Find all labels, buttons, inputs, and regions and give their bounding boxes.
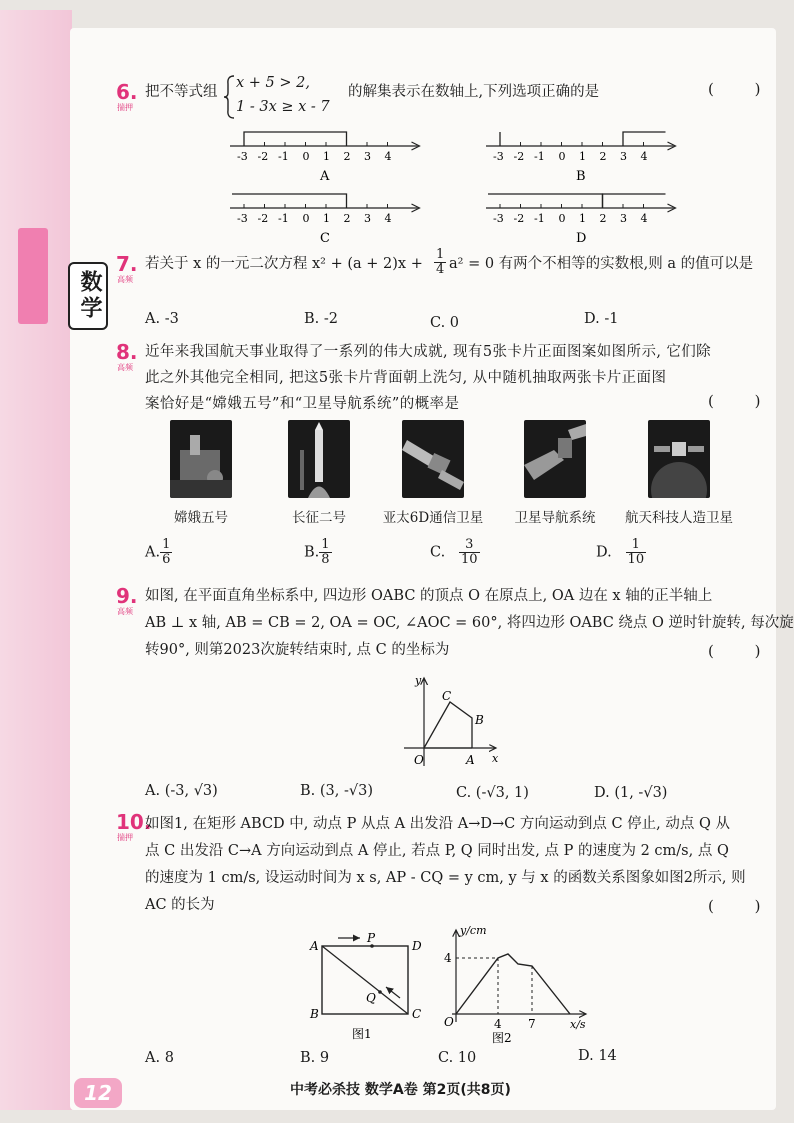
page-number: 12 xyxy=(74,1078,122,1108)
numline-A-option-label: A xyxy=(320,169,330,184)
q9-tag: 高频 xyxy=(117,607,133,616)
q10-option-b: B. 9 xyxy=(300,1050,330,1066)
numline-C-tick-label: 2 xyxy=(343,212,351,225)
numline-C-tick-label: -1 xyxy=(278,212,289,225)
q9-number: 9. xyxy=(116,584,138,608)
card-image-longmarch2 xyxy=(288,420,350,498)
q9-line-3: 转90°, 则第2023次旋转结束时, 点 C 的坐标为 xyxy=(145,642,450,658)
q7-option-c: C. 0 xyxy=(430,315,460,331)
q7-text-b: a² = 0 有两个不相等的实数根,则 a 的值可以是 xyxy=(449,256,754,272)
q8-tag: 高频 xyxy=(117,363,133,372)
numline-C-tick-label: 1 xyxy=(323,212,330,225)
q9-line-1: 如图, 在平面直角坐标系中, 四边形 OABC 的顶点 O 在原点上, OA 边在 x 轴的正半轴上 xyxy=(145,588,713,604)
numline-C-option-label: C xyxy=(320,231,330,244)
card-image-change5 xyxy=(170,420,232,498)
numline-B-tick-label: -3 xyxy=(493,150,504,163)
numline-D-option-label: D xyxy=(576,231,587,244)
q10-answer-paren: ( ) xyxy=(708,897,779,915)
numline-D-solution-bracket xyxy=(488,194,603,208)
numline-A-tick-label: 2 xyxy=(343,150,351,163)
numline-A-tick-label: 0 xyxy=(302,150,310,163)
numline-C-tick-label: -2 xyxy=(257,212,269,225)
q10-tag: 揣押 xyxy=(117,833,133,842)
numline-D-solution-bracket xyxy=(603,194,666,208)
subject-badge: 数学 xyxy=(68,262,108,330)
q9-coordinate-figure xyxy=(398,670,508,772)
numline-A-tick-label: 4 xyxy=(384,150,392,163)
numline-D-tick-label: -3 xyxy=(493,212,504,225)
fig2-caption: 图2 xyxy=(492,1031,512,1045)
q9-option-d: D. (1, -√3) xyxy=(594,785,668,801)
numline-B-tick-label: 0 xyxy=(558,150,566,163)
fig2-xlabel: x/s xyxy=(570,1018,586,1031)
q6-inequality-2: 1 - 3x ≥ x - 7 xyxy=(236,99,330,115)
q7-tag: 高频 xyxy=(117,275,133,284)
q9-line-2: AB ⊥ x 轴, AB = CB = 2, OA = OC, ∠AOC = 60°, 将四边形 OABC 绕点 O 逆时针旋转, 每次旋 xyxy=(145,615,794,631)
q8-line-3: 案恰好是“嫦娥五号”和“卫星导航系统”的概率是 xyxy=(145,396,460,412)
q9-fig-b: B xyxy=(475,713,484,727)
q6-prefix: 把不等式组 xyxy=(145,84,218,100)
q6-answer-paren: ( ) xyxy=(708,80,779,98)
card-label-2: 长征二号 xyxy=(292,510,346,526)
numline-B-option-label: B xyxy=(576,169,586,184)
numline-C-tick-label: 0 xyxy=(302,212,310,225)
fig1-q: Q xyxy=(366,991,376,1005)
numline-D-tick-label: 2 xyxy=(599,212,607,225)
numline-A-tick-label: -2 xyxy=(257,150,269,163)
card-image-apstar6d xyxy=(402,420,464,498)
numline-C-tick-label: 4 xyxy=(384,212,392,225)
fig1-c: C xyxy=(412,1007,422,1021)
numline-A-tick-label: 1 xyxy=(323,150,330,163)
numline-B-tick-label: -2 xyxy=(513,150,525,163)
q6-number-lines xyxy=(220,126,690,244)
numline-B-tick-label: -1 xyxy=(534,150,545,163)
numline-C-tick-label: -3 xyxy=(237,212,248,225)
q9-option-a: A. (-3, √3) xyxy=(145,783,218,799)
q9-option-b: B. (3, -√3) xyxy=(300,783,373,799)
numline-A-tick-label: 3 xyxy=(364,150,371,163)
card-image-beidou xyxy=(524,420,586,498)
numline-D-tick-label: -1 xyxy=(534,212,545,225)
q10-option-c: C. 10 xyxy=(438,1050,477,1066)
card-label-4: 卫星导航系统 xyxy=(514,510,596,526)
q8-line-1: 近年来我国航天事业取得了一系列的伟大成就, 现有5张卡片正面图案如图所示, 它们除 xyxy=(145,344,712,360)
q6-inequality-1: x + 5 > 2, xyxy=(236,75,310,91)
q6-tag: 揣押 xyxy=(117,103,133,112)
fig2-ylabel: y/cm xyxy=(460,924,487,937)
q9-answer-paren: ( ) xyxy=(708,642,779,660)
numline-B-tick-label: 2 xyxy=(599,150,607,163)
q9-fig-o: O xyxy=(414,753,424,767)
numline-D-tick-label: 1 xyxy=(579,212,586,225)
q10-line-3: 的速度为 1 cm/s, 设运动时间为 x s, AP - CQ = y cm, y 与 x 的函数关系图象如图2所示, 则 xyxy=(145,870,746,886)
q9-fig-c: C xyxy=(442,689,452,703)
q7-option-a: A. -3 xyxy=(145,311,179,327)
q7-option-d: D. -1 xyxy=(584,311,619,327)
card-label-3: 亚太6D通信卫星 xyxy=(382,510,484,526)
page-footer: 中考必杀技 数学A卷 第2页(共8页) xyxy=(290,1082,511,1098)
q8-answer-paren: ( ) xyxy=(708,392,779,410)
numline-D-tick-label: 3 xyxy=(620,212,627,225)
pink-side-tab xyxy=(18,228,48,324)
q7-frac-den: 4 xyxy=(436,262,445,277)
fig2-o: O xyxy=(444,1015,454,1029)
q8-option-b: B. $\frac{1}{8}$ xyxy=(304,537,330,567)
fig2-y4: 4 xyxy=(444,951,452,965)
numline-C-tick-label: 3 xyxy=(364,212,371,225)
q10-number: 10. xyxy=(116,810,152,834)
fig2-x4: 4 xyxy=(494,1017,502,1031)
numline-C-solution-bracket xyxy=(232,194,347,208)
q9-fig-a: A xyxy=(466,753,475,767)
q7-fraction xyxy=(434,248,446,277)
card-image-satellite xyxy=(648,420,710,498)
fig2-x7: 7 xyxy=(528,1017,536,1031)
numline-B-tick-label: 1 xyxy=(579,150,586,163)
q10-line-4: AC 的长为 xyxy=(145,897,215,913)
numline-A-tick-label: -1 xyxy=(278,150,289,163)
numline-D-tick-label: 4 xyxy=(640,212,648,225)
q10-figure-1 xyxy=(308,928,428,1046)
fig1-b: B xyxy=(310,1007,319,1021)
q8-option-c: C. $\frac{3}{10}$ xyxy=(430,537,478,567)
fig1-caption: 图1 xyxy=(352,1027,372,1041)
fig1-p: P xyxy=(367,931,376,945)
numline-A-solution-bracket xyxy=(244,132,347,146)
pink-side-strip xyxy=(0,10,72,1110)
q10-option-a: A. 8 xyxy=(145,1050,174,1066)
q9-option-c: C. (-√3, 1) xyxy=(456,785,529,801)
card-label-5: 航天科技人造卫星 xyxy=(625,510,733,526)
fig1-d: D xyxy=(412,939,422,953)
numline-B-solution-bracket xyxy=(623,132,666,146)
q7-number: 7. xyxy=(116,252,138,276)
q10-line-1: 如图1, 在矩形 ABCD 中, 动点 P 从点 A 出发沿 A→D→C 方向运动到点 C 停止, 动点 Q 从 xyxy=(145,816,731,832)
q8-option-d: D. $\frac{1}{10}$ xyxy=(596,537,645,567)
q10-line-2: 点 C 出发沿 C→A 方向运动到点 A 停止, 若点 P, Q 同时出发, 点 P 的速度为 2 cm/s, 点 Q xyxy=(145,843,729,859)
numline-D-tick-label: -2 xyxy=(513,212,525,225)
numline-B-tick-label: 4 xyxy=(640,150,648,163)
q6-number: 6. xyxy=(116,80,138,104)
numline-D-tick-label: 0 xyxy=(558,212,566,225)
q6-brace xyxy=(222,74,236,120)
q7-option-b: B. -2 xyxy=(304,311,338,327)
fig1-a: A xyxy=(310,939,319,953)
q10-option-d: D. 14 xyxy=(578,1048,617,1064)
card-label-1: 嫦娥五号 xyxy=(174,510,228,526)
q8-line-2: 此之外其他完全相同, 把这5张卡片背面朝上洗匀, 从中随机抽取两张卡片正面图 xyxy=(145,370,667,386)
q7-frac-num: 1 xyxy=(436,247,445,262)
q10-figure-2 xyxy=(436,922,596,1046)
q8-number: 8. xyxy=(116,340,138,364)
numline-B-tick-label: 3 xyxy=(620,150,627,163)
q6-suffix: 的解集表示在数轴上,下列选项正确的是 xyxy=(348,84,600,100)
q7-text-a: 若关于 x 的一元二次方程 x² + (a + 2)x + xyxy=(145,256,423,272)
q9-fig-x: x xyxy=(492,752,499,765)
q9-fig-y: y xyxy=(415,674,422,687)
numline-A-tick-label: -3 xyxy=(237,150,248,163)
q8-option-a: A. $\frac{1}{6}$ xyxy=(145,537,171,567)
